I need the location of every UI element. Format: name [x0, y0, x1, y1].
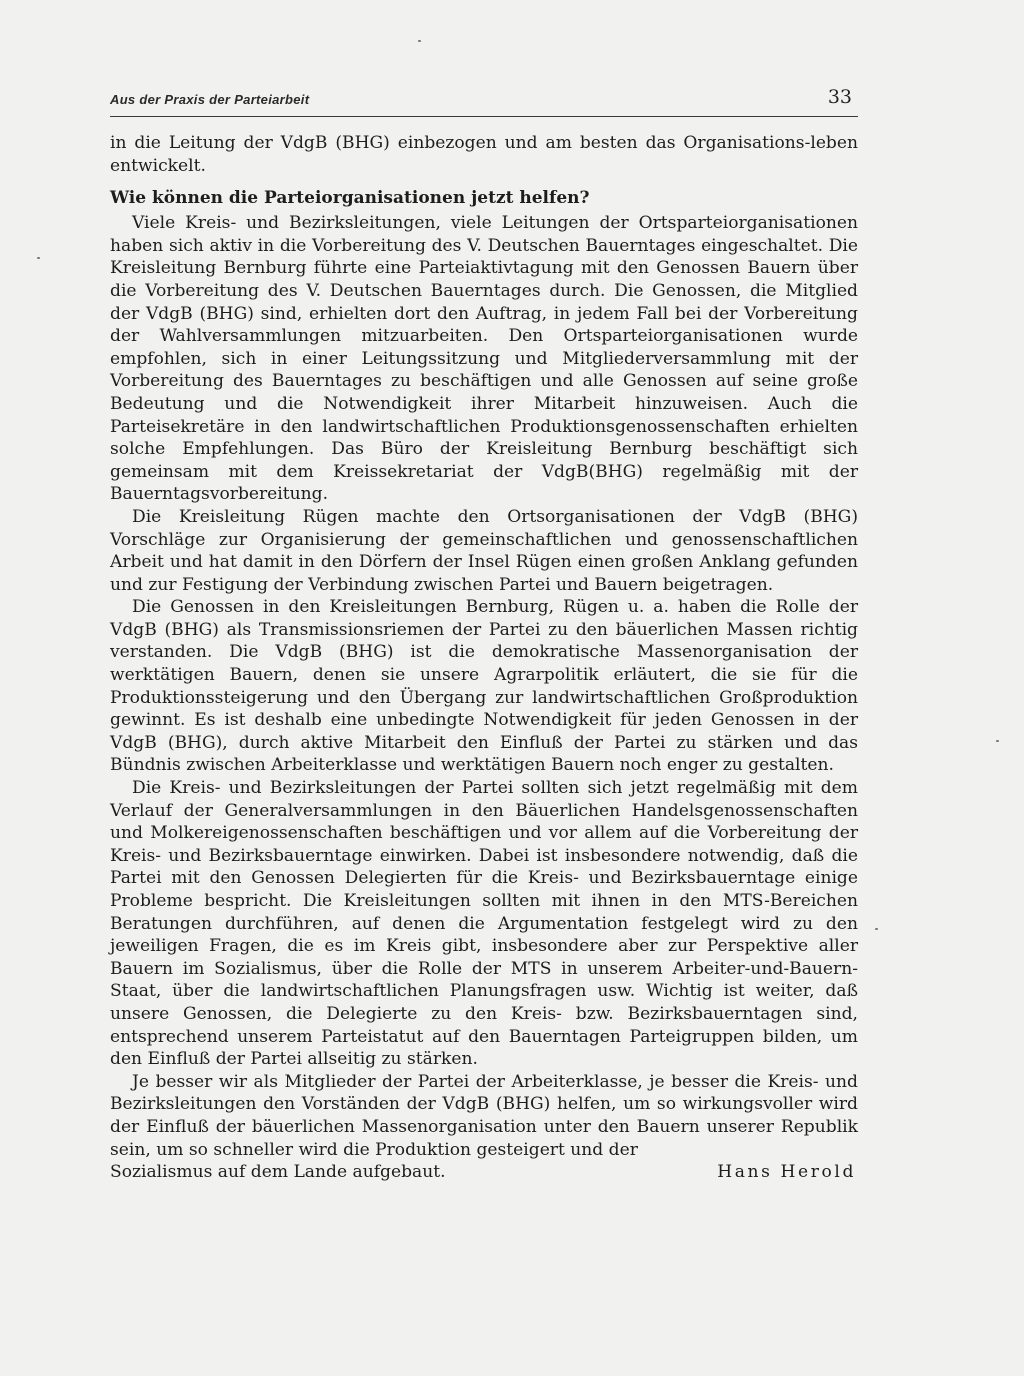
final-line: Sozialismus auf dem Lande aufgebaut. [110, 1162, 446, 1183]
page-number: 33 [827, 86, 852, 108]
paragraph: Die Genossen in den Kreisleitungen Bernburg, Rügen u. a. haben die Rolle der VdgB (BHG) als Transmissionsriemen der Partei zu den bäuerlichen Massen richtig verstanden. Die VdgB (BHG) ist die demokratische Massenorganisation der werktätigen Bauern, denen sie unsere Agrarpolitik erläutert, die sie für die Produktionssteigerung und den Übergang zur landwirtschaftlichen Großproduktion gewinnt. Es ist deshalb eine unbedingte Notwendigkeit für jeden Genossen in der VdgB (BHG), durch aktive Mitarbeit den Einfluß der Partei zu stärken und das Bündnis zwischen Arbeiterklasse und werktätigen Bauern noch enger zu gestalten. [110, 597, 858, 776]
running-title: Aus der Praxis der Parteiarbeit [110, 92, 310, 107]
paragraph: Die Kreis- und Bezirksleitungen der Partei sollten sich jetzt regelmäßig mit dem Verlauf der Generalversammlungen in den Bäuerlichen Handelsgenossenschaften und Molkereigenossenschaften beschäftigen und vor allem auf die Vorbereitung der Kreis- und Bezirksbauerntage einwirken. Dabei ist insbesondere notwendig, daß die Partei mit den Genossen Delegierten für die Kreis- und Bezirksbauerntage einige Probleme bespricht. Die Kreisleitungen sollten mit ihnen in den MTS-Bereichen Beratungen durchführen, auf denen die Argumentation festgelegt wird zu den jeweiligen Fragen, die es im Kreis gibt, insbesondere aber zur Perspektive aller Bauern im Sozialismus, über die Rolle der MTS in unserem Arbeiter-und-Bauern-Staat, über die landwirtschaftlichen Planungsfragen usw. Wichtig ist weiter, daß unsere Genossen, die Delegierte zu den Kreis- bzw. Bezirksbauerntagen sind, entsprechend unserem Parteistatut auf den Bauerntagen Parteigruppen bilden, um den Einfluß der Partei allseitig zu stärken. [110, 778, 858, 1070]
article-body [110, 132, 858, 1184]
intro-paragraph: in die Leitung der VdgB (BHG) einbezogen und am besten das Organisations-leben entwickelt. [110, 133, 858, 176]
paragraph: Viele Kreis- und Bezirksleitungen, viele Leitungen der Ortsparteiorganisationen haben sich aktiv in die Vorbereitung des V. Deutschen Bauerntages eingeschaltet. Die Kreisleitung Bernburg führte eine Parteiaktivtagung mit den Genossen Bauern über die Vorbereitung des V. Deutschen Bauerntages durch. Die Genossen, die Mitglied der VdgB (BHG) sind, erhielten dort den Auftrag, in jedem Fall bei der Vorbereitung der Wahlversammlungen mitzuarbeiten. Den Ortsparteiorganisationen wurde empfohlen, sich in einer Leitungssitzung und Mitgliederversammlung mit der Vorbereitung des Bauerntages zu beschäftigen und alle Genossen auf seine große Bedeutung und die Notwendigkeit ihrer Mitarbeit hinzuweisen. Auch die Parteisekretäre in den landwirtschaftlichen Produktionsgenossenschaften erhielten solche Empfehlungen. Das Büro der Kreisleitung Bernburg beschäftigt sich gemeinsam mit dem Kreissekretariat der VdgB(BHG) regelmäßig mit der Bauerntagsvorbereitung. [110, 213, 858, 505]
paragraph: Die Kreisleitung Rügen machte den Ortsorganisationen der VdgB (BHG) Vorschläge zur Organisierung der gemeinschaftlichen und genossenschaftlichen Arbeit und hat damit in den Dörfern der Insel Rügen einen großen Anklang gefunden und zur Festigung der Verbindung zwischen Partei und Bauern beigetragen. [110, 506, 858, 595]
print-speck [875, 928, 878, 930]
print-speck [418, 40, 421, 42]
print-speck [996, 740, 999, 742]
section-heading: Wie können die Parteiorganisationen jetzt helfen? [110, 188, 590, 209]
closing-line [110, 1161, 858, 1184]
running-header [110, 86, 858, 117]
print-speck [37, 257, 40, 259]
final-paragraph: Je besser wir als Mitglieder der Partei der Arbeiterklasse, je besser die Kreis- und Bezirksleitungen den Vorständen der VdgB (BHG) helfen, um so wirkungsvoller wird der Einfluß der bäuerlichen Massenorganisation unter den Bauern unserer Republik sein, um so schneller wird die Produktion gesteigert und der [110, 1071, 858, 1160]
author-signature: Hans Herold [717, 1162, 856, 1183]
